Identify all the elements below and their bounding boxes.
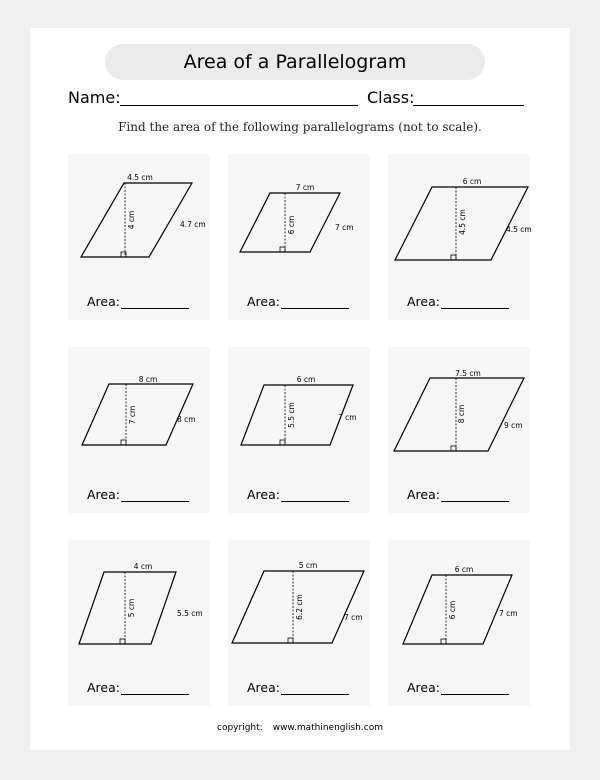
problem-card-8 — [228, 540, 370, 706]
copyright-footer — [0, 723, 600, 733]
base-label-7: 4 cm — [133, 562, 153, 571]
area-answer-7[interactable] — [121, 694, 189, 695]
area-answer-1[interactable] — [121, 308, 189, 309]
area-answer-2[interactable] — [281, 308, 349, 309]
side-label-9: 7 cm — [499, 609, 518, 618]
worksheet-title — [105, 44, 485, 80]
base-label-1: 4.5 cm — [127, 173, 153, 182]
problem-card-4 — [68, 347, 210, 513]
height-label-5: 5.5 cm — [287, 402, 296, 428]
area-label-6: Area: — [407, 487, 440, 502]
area-label-8: Area: — [247, 680, 280, 695]
area-answer-9[interactable] — [441, 694, 509, 695]
copyright-label: copyright: — [217, 723, 263, 733]
area-answer-8[interactable] — [281, 694, 349, 695]
base-label-6: 7.5 cm — [455, 369, 481, 378]
name-field[interactable] — [120, 105, 358, 106]
base-label-9: 6 cm — [454, 565, 474, 574]
problem-card-1 — [68, 154, 210, 320]
area-label-4: Area: — [87, 487, 120, 502]
side-label-1: 4.7 cm — [180, 220, 206, 229]
base-label-8: 5 cm — [298, 561, 318, 570]
area-answer-6[interactable] — [441, 501, 509, 502]
side-label-8: 7 cm — [344, 613, 363, 622]
problem-card-5 — [228, 347, 370, 513]
area-answer-5[interactable] — [281, 501, 349, 502]
problem-card-9 — [388, 540, 530, 706]
side-label-5: 7 cm — [338, 413, 357, 422]
name-class-row — [68, 86, 528, 112]
area-label-7: Area: — [87, 680, 120, 695]
copyright-url: www.mathinenglish.com — [272, 723, 383, 733]
class-label: Class: — [367, 88, 415, 107]
problem-card-2 — [228, 154, 370, 320]
problem-card-3 — [388, 154, 530, 320]
height-label-3: 4.5 cm — [458, 209, 467, 235]
area-label-1: Area: — [87, 294, 120, 309]
height-label-2: 6 cm — [287, 215, 296, 235]
area-answer-3[interactable] — [441, 308, 509, 309]
problem-card-7 — [68, 540, 210, 706]
area-label-5: Area: — [247, 487, 280, 502]
class-field[interactable] — [413, 105, 524, 106]
area-label-2: Area: — [247, 294, 280, 309]
height-label-1: 4 cm — [127, 210, 136, 230]
area-label-3: Area: — [407, 294, 440, 309]
base-label-2: 7 cm — [295, 183, 315, 192]
height-label-9: 6 cm — [448, 600, 457, 620]
area-label-9: Area: — [407, 680, 440, 695]
side-label-4: 8 cm — [177, 415, 196, 424]
instructions: Find the area of the following parallelograms (not to scale). — [118, 120, 482, 134]
side-label-2: 7 cm — [335, 223, 354, 232]
height-label-6: 8 cm — [457, 404, 466, 424]
base-label-5: 6 cm — [296, 375, 316, 384]
height-label-7: 5 cm — [127, 598, 136, 618]
name-label: Name: — [68, 88, 121, 107]
side-label-7: 5.5 cm — [177, 609, 203, 618]
height-label-4: 7 cm — [128, 405, 137, 425]
base-label-4: 8 cm — [138, 375, 158, 384]
side-label-6: 9 cm — [504, 421, 523, 430]
title-text: Area of a Parallelogram — [183, 51, 407, 73]
problem-card-6 — [388, 347, 530, 513]
base-label-3: 6 cm — [462, 177, 482, 186]
area-answer-4[interactable] — [121, 501, 189, 502]
side-label-3: 4.5 cm — [506, 225, 532, 234]
height-label-8: 6.2 cm — [295, 594, 304, 620]
